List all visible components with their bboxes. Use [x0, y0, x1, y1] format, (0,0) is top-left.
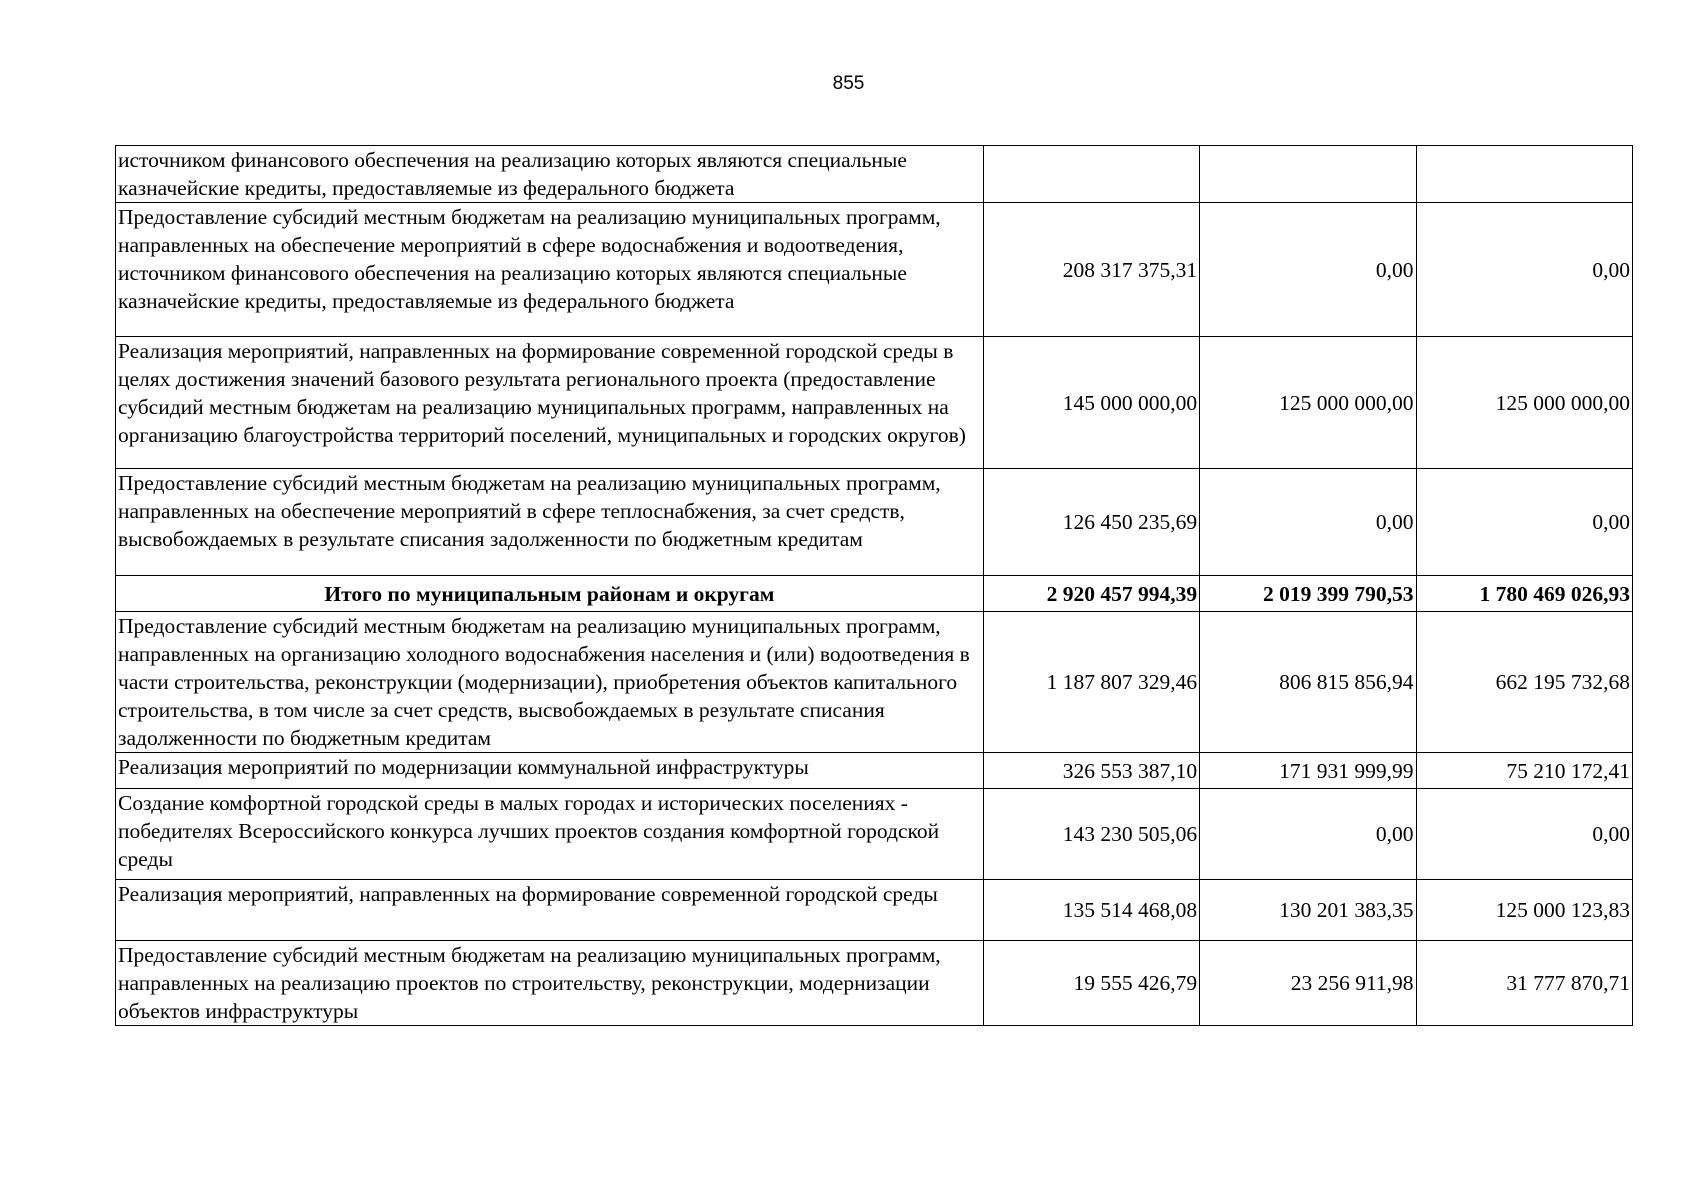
table-body: [116, 146, 1633, 1026]
row-value-2: 806 815 856,94: [1200, 612, 1416, 753]
row-value-2: 0,00: [1200, 203, 1416, 337]
row-value-3: 662 195 732,68: [1416, 612, 1632, 753]
page-number: 855: [832, 73, 865, 94]
table-row: [116, 753, 1633, 789]
table-total-row: [116, 576, 1633, 612]
row-value-3: 1 780 469 026,93: [1416, 576, 1632, 612]
row-value-3: [1416, 146, 1632, 203]
row-value-2: 0,00: [1200, 469, 1416, 576]
row-description: источником финансового обеспечения на реализацию которых являются специальные казначейские кредиты, предоставляемые из федерального бюджета: [116, 146, 984, 203]
row-value-2: [1200, 146, 1416, 203]
row-description: Реализация мероприятий, направленных на формирование современной городской среды: [116, 880, 984, 941]
budget-table: [115, 145, 1633, 1026]
row-value-2: 171 931 999,99: [1200, 753, 1416, 789]
row-value-1: [983, 146, 1199, 203]
table-row: [116, 469, 1633, 576]
row-value-2: 125 000 000,00: [1200, 337, 1416, 469]
table-row: [116, 941, 1633, 1026]
row-description: Предоставление субсидий местным бюджетам на реализацию муниципальных программ, направленных на обеспечение мероприятий в сфере водоснабжения и водоотведения, источником финансового обеспечения на реализацию которых являются специальные казначейские кредиты, предоставляемые из федерального бюджета: [116, 203, 984, 337]
row-description: Предоставление субсидий местным бюджетам на реализацию муниципальных программ, направленных на реализацию проектов по строительству, реконструкции, модернизации объектов инфраструктуры: [116, 941, 984, 1026]
row-value-3: 75 210 172,41: [1416, 753, 1632, 789]
table-row: [116, 612, 1633, 753]
row-value-3: 0,00: [1416, 203, 1632, 337]
row-value-2: 23 256 911,98: [1200, 941, 1416, 1026]
row-value-1: 19 555 426,79: [983, 941, 1199, 1026]
row-description: Итого по муниципальным районам и округам: [116, 576, 984, 612]
row-value-1: 135 514 468,08: [983, 880, 1199, 941]
row-value-1: 326 553 387,10: [983, 753, 1199, 789]
row-value-3: 0,00: [1416, 789, 1632, 880]
row-description: Реализация мероприятий по модернизации коммунальной инфраструктуры: [116, 753, 984, 789]
table-row: [116, 880, 1633, 941]
row-value-3: 31 777 870,71: [1416, 941, 1632, 1026]
row-description: Предоставление субсидий местным бюджетам на реализацию муниципальных программ, направленных на организацию холодного водоснабжения населения и (или) водоотведения в части строительства, реконструкции (модернизации), приобретения объектов капитального строительства, в том числе за счет средств, высвобождаемых в результате списания задолженности по бюджетным кредитам: [116, 612, 984, 753]
row-description: Создание комфортной городской среды в малых городах и исторических поселениях - победителях Всероссийского конкурса лучших проектов создания комфортной городской среды: [116, 789, 984, 880]
row-value-3: 125 000 123,83: [1416, 880, 1632, 941]
row-value-3: 0,00: [1416, 469, 1632, 576]
row-value-3: 125 000 000,00: [1416, 337, 1632, 469]
row-value-2: 130 201 383,35: [1200, 880, 1416, 941]
table-row: [116, 789, 1633, 880]
row-value-1: 145 000 000,00: [983, 337, 1199, 469]
row-value-2: 0,00: [1200, 789, 1416, 880]
table-row: [116, 203, 1633, 337]
row-value-1: 126 450 235,69: [983, 469, 1199, 576]
row-value-1: 2 920 457 994,39: [983, 576, 1199, 612]
row-value-1: 1 187 807 329,46: [983, 612, 1199, 753]
row-description: Предоставление субсидий местным бюджетам на реализацию муниципальных программ, направленных на обеспечение мероприятий в сфере теплоснабжения, за счет средств, высвобождаемых в результате списания задолженности по бюджетным кредитам: [116, 469, 984, 576]
row-description: Реализация мероприятий, направленных на формирование современной городской среды в целях достижения значений базового результата регионального проекта (предоставление субсидий местным бюджетам на реализацию муниципальных программ, направленных на организацию благоустройства территорий поселений, муниципальных и городских округов): [116, 337, 984, 469]
table-row: [116, 146, 1633, 203]
row-value-2: 2 019 399 790,53: [1200, 576, 1416, 612]
row-value-1: 143 230 505,06: [983, 789, 1199, 880]
row-value-1: 208 317 375,31: [983, 203, 1199, 337]
table-row: [116, 337, 1633, 469]
